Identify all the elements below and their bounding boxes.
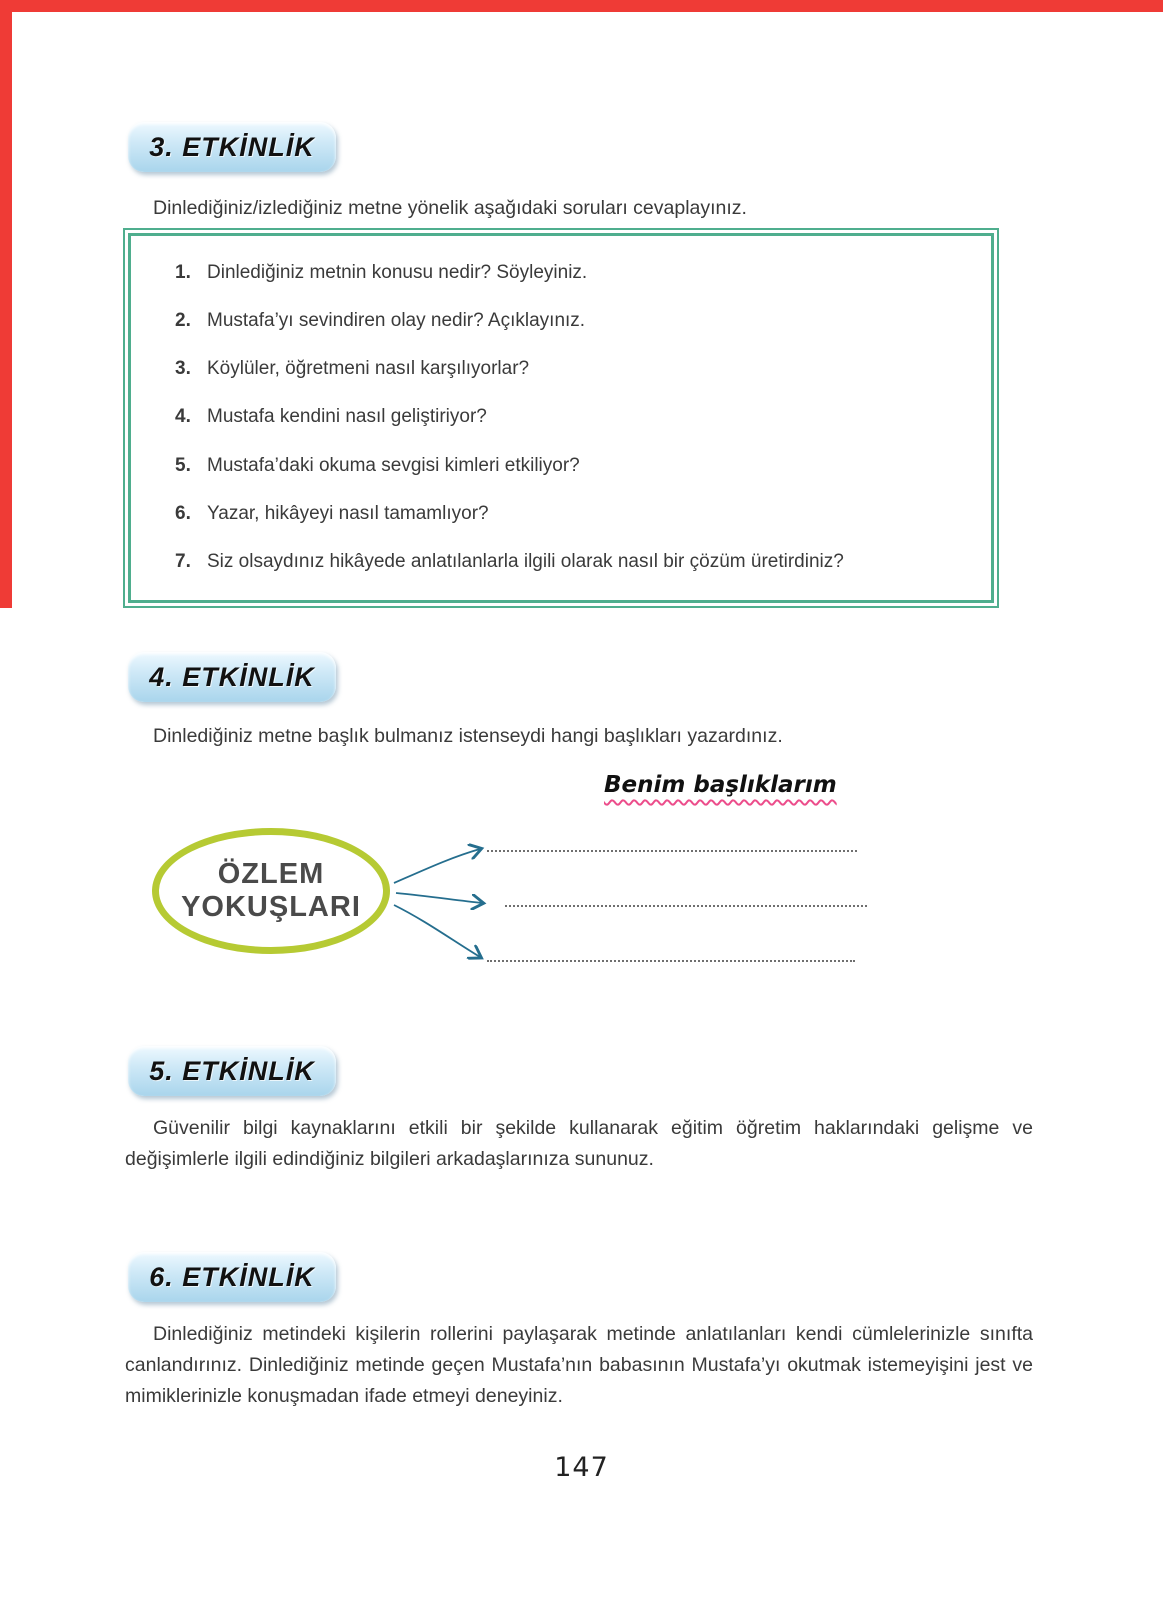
question-text: Siz olsaydınız hikâyede anlatılanlarla ilgili olarak nasıl bir çözüm üretirdiniz? bbox=[207, 550, 844, 572]
answer-line-3 bbox=[487, 952, 855, 962]
red-left-border bbox=[0, 0, 12, 608]
question-text: Mustafa kendini nasıl geliştiriyor? bbox=[207, 406, 487, 428]
arrow-middle bbox=[396, 893, 482, 903]
my-titles-label: Benim başlıklarım bbox=[604, 772, 837, 798]
activity5-text: Güvenilir bilgi kaynaklarını etkili bir şekilde kullanarak eğitim öğretim haklarındaki gelişme ve değişimlerle ilgili edindiğiniz bilgileri arkadaşlarınıza sununuz. bbox=[125, 1117, 1033, 1170]
activity5-badge bbox=[128, 1046, 336, 1096]
ellipse-text-line2: YOKUŞLARI bbox=[181, 891, 361, 923]
question-text: Köylüler, öğretmeni nasıl karşılıyorlar? bbox=[207, 358, 530, 380]
page-number: 147 bbox=[554, 1452, 609, 1483]
activity3-badge-label: 3. ETKİNLİK bbox=[149, 131, 315, 162]
question-number: 6. bbox=[175, 502, 191, 524]
activity3-badge bbox=[128, 122, 336, 172]
answer-line-1 bbox=[487, 842, 857, 852]
activity6-badge bbox=[128, 1252, 336, 1302]
activity4-badge-label: 4. ETKİNLİK bbox=[149, 661, 315, 692]
question-number: 5. bbox=[175, 454, 191, 476]
ozlem-yokuslari-ellipse bbox=[152, 828, 390, 954]
activity3-intro: Dinlediğiniz/izlediğiniz metne yönelik aşağıdaki soruları cevaplayınız. bbox=[153, 197, 747, 219]
question-row bbox=[175, 404, 961, 429]
question-text: Yazar, hikâyeyi nasıl tamamlıyor? bbox=[207, 502, 489, 524]
activity6-text: Dinlediğiniz metindeki kişilerin rollerini paylaşarak metinde anlatılanları kendi cümlelerinizle sınıfta canlandırınız. Dinlediğiniz metinde geçen Mustafa’nın babasının Mustafa’yı okutmak istemeyişini jest ve mimiklerinizle konuşmadan ifade etmeyi deneyiniz. bbox=[125, 1323, 1033, 1407]
arrow-bottom bbox=[394, 905, 480, 957]
question-row bbox=[175, 260, 961, 285]
questions-box bbox=[128, 233, 994, 603]
question-number: 4. bbox=[175, 406, 191, 428]
activity4-badge bbox=[128, 652, 336, 702]
question-number: 7. bbox=[175, 550, 191, 572]
question-text: Mustafa’daki okuma sevgisi kimleri etkiliyor? bbox=[207, 454, 580, 476]
arrow-top bbox=[394, 849, 480, 883]
question-number: 1. bbox=[175, 262, 191, 283]
activity6-badge-label: 6. ETKİNLİK bbox=[149, 1261, 315, 1292]
activity4-intro: Dinlediğiniz metne başlık bulmanız istenseydi hangi başlıkları yazardınız. bbox=[153, 725, 783, 747]
ellipse-text-line1: ÖZLEM bbox=[217, 858, 325, 890]
question-text: Dinlediğiniz metnin konusu nedir? Söyleyiniz. bbox=[207, 262, 588, 283]
question-number: 3. bbox=[175, 358, 191, 380]
answer-line-2 bbox=[505, 897, 867, 907]
question-row bbox=[175, 501, 961, 526]
question-row bbox=[175, 453, 961, 478]
question-row bbox=[175, 549, 961, 574]
question-row bbox=[175, 356, 961, 381]
activity5-badge-label: 5. ETKİNLİK bbox=[149, 1055, 315, 1086]
question-text: Mustafa’yı sevindiren olay nedir? Açıklayınız. bbox=[207, 310, 586, 332]
red-top-border bbox=[0, 0, 1163, 12]
question-number: 2. bbox=[175, 310, 191, 332]
question-row bbox=[175, 308, 961, 333]
